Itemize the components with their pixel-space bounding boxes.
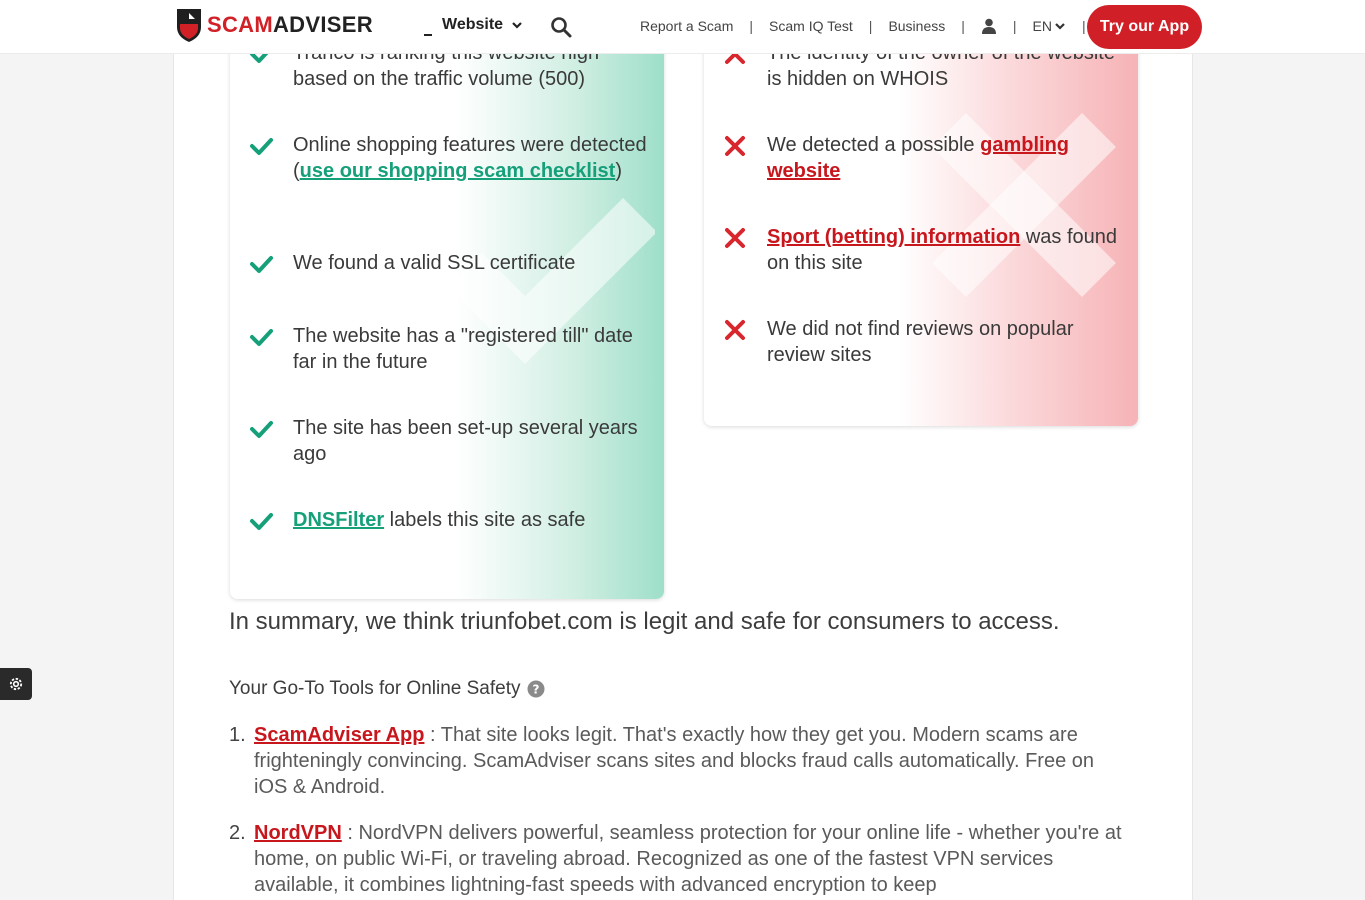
check-icon	[249, 252, 273, 276]
positive-item	[249, 415, 649, 467]
negative-item	[723, 132, 1123, 184]
website-dropdown[interactable]: Website	[424, 16, 523, 34]
language-selector[interactable]: EN	[1033, 18, 1066, 34]
negative-points-card	[704, 0, 1138, 426]
site-header	[0, 0, 1365, 54]
positive-item-text: We found a valid SSL certificate	[293, 252, 576, 274]
positive-item-text: The site has been set-up several years ago	[293, 417, 638, 465]
user-icon[interactable]	[981, 18, 997, 34]
gear-icon	[7, 675, 25, 693]
positive-item	[249, 250, 649, 276]
positive-item-text: The website has a "registered till" date far in the future	[293, 325, 633, 373]
sport-betting-link[interactable]: Sport (betting) information	[767, 226, 1021, 248]
negative-item-text: We detected a possible gambling website	[767, 134, 1069, 182]
nav-report-scam[interactable]: Report a Scam	[640, 18, 734, 34]
check-icon	[249, 417, 273, 441]
shield-logo-icon	[175, 7, 203, 43]
try-app-button[interactable]: Try our App	[1087, 5, 1202, 49]
negative-item-text: is hidden on WHOIS	[767, 68, 949, 90]
positive-item	[249, 323, 649, 375]
scamadviser-app-link[interactable]: ScamAdviser App	[254, 724, 425, 746]
tools-heading: Your Go-To Tools for Online Safety ?	[229, 678, 545, 700]
negative-item-text: Sport (betting) information was found on this site	[767, 226, 1118, 274]
negative-item	[723, 224, 1123, 276]
summary-text: In summary, we think triunfobet.com is legit and safe for consumers to access.	[229, 608, 1060, 635]
positive-item-text: Online shopping features were detected (use our shopping scam checklist)	[293, 134, 647, 182]
list-item: 1. ScamAdviser App : That site looks legit. That's exactly how they get you. Modern scams are frighteningly convincing. ScamAdviser scans sites and blocks fraud calls automatically. Free on iOS & Android.	[229, 724, 1095, 798]
main-content	[173, 0, 1193, 900]
positive-points-card	[230, 0, 664, 599]
cross-icon	[723, 226, 747, 250]
nav-scam-iq-test[interactable]: Scam IQ Test	[769, 18, 853, 34]
cross-icon	[723, 318, 747, 342]
dnsfilter-link[interactable]: DNSFilter	[293, 509, 385, 531]
positive-item-text: DNSFilter labels this site as safe	[293, 509, 586, 531]
negative-item	[723, 316, 1123, 368]
header-nav: Report a Scam | Scam IQ Test | Business | | EN |	[640, 18, 1086, 34]
help-icon[interactable]	[527, 680, 545, 698]
tools-list	[229, 722, 1129, 900]
chevron-down-icon	[511, 19, 523, 31]
gambling-website-link[interactable]: gambling website	[767, 134, 1069, 182]
negative-item-text: We did not find reviews on popular review sites	[767, 318, 1074, 366]
search-icon[interactable]	[550, 16, 572, 38]
check-icon	[249, 325, 273, 349]
check-icon	[249, 134, 273, 158]
svg-text:?: ?	[532, 682, 539, 697]
positive-item	[249, 507, 649, 533]
logo[interactable]: SCAMADVISER	[175, 6, 373, 44]
positive-item	[249, 132, 649, 184]
list-item: 2. NordVPN : NordVPN delivers powerful, seamless protection for your online life - whether you're at home, on public Wi-Fi, or traveling abroad. Recognized as one of the fastest VPN services available, it combines lightning-fast speeds with advanced encryption to keep	[229, 822, 1122, 896]
nordvpn-link[interactable]: NordVPN	[254, 822, 342, 844]
nav-business[interactable]: Business	[888, 18, 946, 34]
chevron-down-icon	[1054, 20, 1066, 32]
settings-tab[interactable]	[0, 668, 32, 700]
cross-icon	[723, 134, 747, 158]
shopping-scam-checklist-link[interactable]: use our shopping scam checklist	[299, 160, 616, 182]
check-icon	[249, 509, 273, 533]
positive-item-text: based on the traffic volume (500)	[293, 68, 586, 90]
